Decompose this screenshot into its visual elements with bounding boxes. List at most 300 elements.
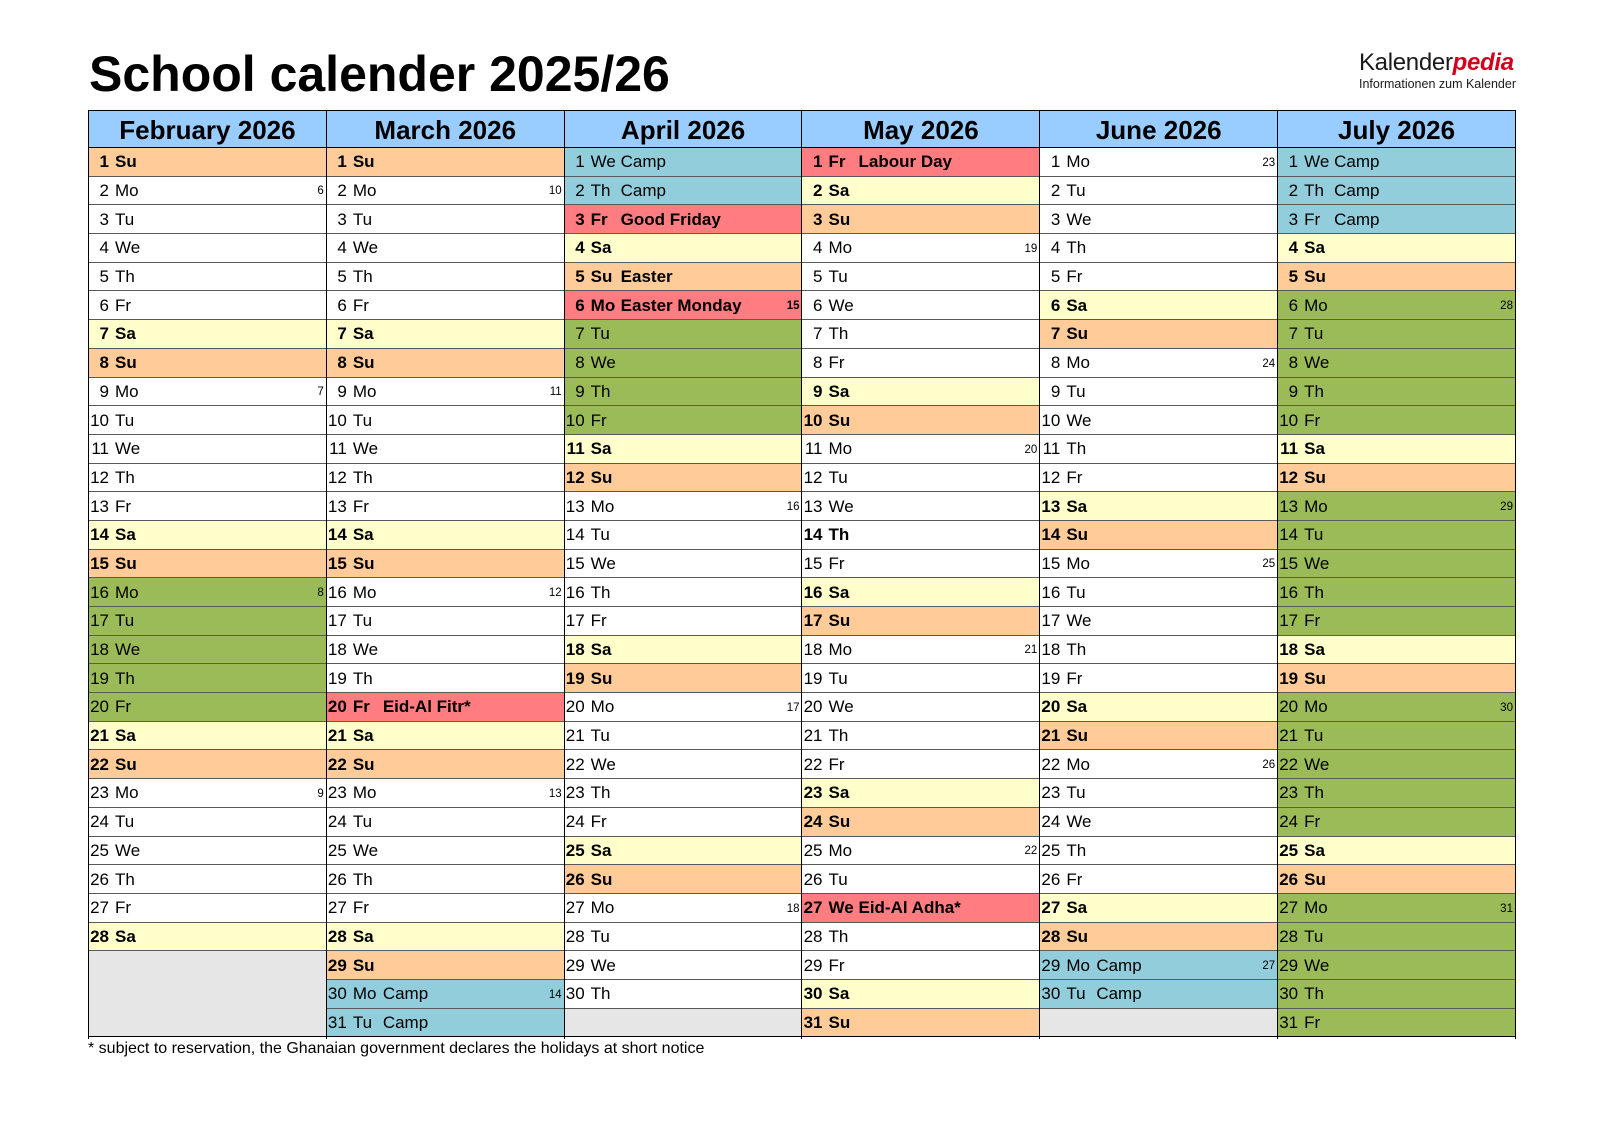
day-row[interactable] — [1278, 808, 1515, 837]
weekday: Fr — [115, 697, 132, 717]
day-row[interactable] — [89, 808, 326, 837]
week-number: 14 — [548, 988, 562, 1001]
day-row[interactable] — [1278, 406, 1515, 435]
day-row[interactable] — [327, 607, 564, 636]
day-row[interactable] — [1278, 177, 1515, 206]
weekday: Tu — [828, 668, 848, 688]
day-row[interactable] — [802, 435, 1039, 464]
day-row[interactable] — [802, 865, 1039, 894]
day-number: 22 — [90, 754, 109, 774]
weekday: Sa — [590, 840, 612, 860]
day-row[interactable] — [89, 779, 326, 808]
day-row[interactable] — [1278, 550, 1515, 579]
day-row[interactable] — [802, 521, 1039, 550]
day-row[interactable] — [565, 837, 802, 866]
day-row[interactable] — [327, 263, 564, 292]
day-row[interactable] — [565, 894, 802, 923]
day-row[interactable] — [1040, 234, 1277, 263]
day-row[interactable] — [89, 722, 326, 751]
holiday-label: Easter — [620, 268, 673, 286]
week-number: 12 — [548, 587, 562, 599]
day-row[interactable] — [802, 378, 1039, 407]
weekday: We — [1304, 152, 1330, 172]
day-row[interactable] — [802, 951, 1039, 980]
day-row[interactable] — [89, 636, 326, 665]
day-row[interactable] — [1278, 636, 1515, 665]
day-row[interactable] — [89, 234, 326, 263]
day-row[interactable] — [89, 865, 326, 894]
day-row[interactable] — [565, 722, 802, 751]
day-row[interactable] — [327, 664, 564, 693]
day-row[interactable] — [89, 894, 326, 923]
day-row[interactable] — [327, 349, 564, 378]
day-row[interactable] — [565, 205, 802, 234]
day-row[interactable] — [802, 923, 1039, 952]
day-number: 31 — [327, 1012, 347, 1032]
day-row[interactable] — [89, 750, 326, 779]
day-row[interactable] — [1040, 263, 1277, 292]
day-number: 23 — [327, 783, 347, 803]
day-row[interactable] — [565, 808, 802, 837]
day-row[interactable] — [327, 291, 564, 320]
day-row[interactable] — [1040, 865, 1277, 894]
day-number: 13 — [1041, 496, 1061, 516]
day-row[interactable] — [802, 578, 1039, 607]
day-row[interactable] — [802, 837, 1039, 866]
weekday: Th — [1066, 840, 1087, 860]
day-row[interactable] — [1278, 923, 1515, 952]
day-row[interactable] — [1278, 349, 1515, 378]
day-row[interactable] — [89, 492, 326, 521]
month-column — [565, 111, 803, 1039]
day-number: 19 — [90, 668, 109, 688]
day-number: 27 — [565, 898, 585, 918]
day-row[interactable] — [327, 837, 564, 866]
day-row[interactable] — [802, 808, 1039, 837]
day-row[interactable] — [327, 779, 564, 808]
day-row[interactable] — [1278, 578, 1515, 607]
day-row[interactable] — [327, 578, 564, 607]
day-row[interactable] — [89, 521, 326, 550]
day-row[interactable] — [565, 406, 802, 435]
day-row[interactable] — [89, 320, 326, 349]
day-row[interactable] — [1278, 837, 1515, 866]
day-row[interactable] — [1040, 205, 1277, 234]
day-row[interactable] — [565, 865, 802, 894]
day-row[interactable] — [327, 923, 564, 952]
day-list — [1040, 148, 1277, 1039]
day-row[interactable] — [327, 951, 564, 980]
day-row[interactable] — [327, 492, 564, 521]
day-row[interactable] — [802, 205, 1039, 234]
day-row[interactable] — [327, 177, 564, 206]
weekday: Th — [590, 582, 611, 602]
day-row[interactable] — [327, 980, 564, 1009]
day-row[interactable] — [1278, 779, 1515, 808]
day-number: 24 — [1279, 812, 1299, 832]
day-number: 22 — [1041, 754, 1061, 774]
weekday: Su — [1066, 726, 1089, 746]
day-number: 2 — [337, 181, 347, 201]
day-row[interactable] — [802, 148, 1039, 177]
day-row[interactable] — [327, 521, 564, 550]
day-row[interactable] — [565, 435, 802, 464]
week-number: 7 — [317, 386, 324, 399]
day-row[interactable] — [1278, 664, 1515, 693]
weekday: Tu — [1066, 381, 1086, 401]
week-number: 21 — [1024, 644, 1038, 657]
day-row[interactable] — [327, 865, 564, 894]
day-row[interactable] — [1278, 894, 1515, 923]
day-row[interactable] — [1040, 550, 1277, 579]
camp-label: Camp — [1334, 182, 1380, 200]
day-row[interactable] — [1278, 378, 1515, 407]
day-row[interactable] — [1040, 406, 1277, 435]
day-row[interactable] — [89, 291, 326, 320]
day-number: 22 — [803, 754, 823, 774]
day-row[interactable] — [1040, 349, 1277, 378]
day-row[interactable] — [1278, 521, 1515, 550]
day-row[interactable] — [1278, 492, 1515, 521]
weekday: Su — [115, 353, 137, 373]
day-row[interactable] — [1040, 923, 1277, 952]
weekday: Sa — [828, 783, 850, 803]
empty-cell — [1040, 1009, 1277, 1038]
day-number: 14 — [1041, 525, 1061, 545]
day-number: 5 — [1288, 267, 1299, 287]
logo-wordmark — [1359, 49, 1516, 77]
day-row[interactable] — [565, 349, 802, 378]
day-number: 25 — [803, 840, 823, 860]
day-row[interactable] — [1278, 464, 1515, 493]
day-number: 5 — [337, 267, 347, 287]
weekday: Su — [352, 754, 375, 774]
day-row[interactable] — [565, 378, 802, 407]
weekday: Mo — [352, 783, 377, 803]
day-number: 29 — [565, 955, 585, 975]
day-row[interactable] — [1278, 291, 1515, 320]
weekday: Th — [115, 668, 135, 688]
day-number: 17 — [1279, 611, 1299, 631]
day-row[interactable] — [802, 263, 1039, 292]
day-row[interactable] — [802, 291, 1039, 320]
day-row[interactable] — [1040, 636, 1277, 665]
weekday: Mo — [115, 181, 139, 201]
weekday: Su — [1304, 267, 1326, 287]
day-row[interactable] — [89, 464, 326, 493]
day-row[interactable] — [565, 636, 802, 665]
day-number: 9 — [575, 381, 585, 401]
day-number: 15 — [1279, 553, 1299, 573]
day-row[interactable] — [802, 177, 1039, 206]
day-number: 8 — [337, 353, 347, 373]
day-row[interactable] — [1278, 205, 1515, 234]
day-row[interactable] — [327, 750, 564, 779]
weekday: Su — [828, 1012, 851, 1032]
logo-tagline: Informationen zum Kalender — [1358, 77, 1516, 91]
day-number: 9 — [1050, 381, 1061, 401]
weekday: Tu — [1304, 324, 1324, 344]
weekday: Fr — [828, 353, 845, 373]
weekday: Th — [1304, 582, 1324, 602]
day-row[interactable] — [89, 578, 326, 607]
weekday: We — [828, 496, 854, 516]
day-row[interactable] — [327, 234, 564, 263]
day-row[interactable] — [565, 951, 802, 980]
holiday-label: Labour Day — [858, 153, 953, 171]
day-row[interactable] — [802, 320, 1039, 349]
day-row[interactable] — [1278, 980, 1515, 1009]
day-row[interactable] — [1040, 378, 1277, 407]
weekday: Fr — [828, 754, 845, 774]
day-row[interactable] — [1040, 148, 1277, 177]
weekday: Th — [590, 181, 611, 201]
weekday: Sa — [352, 726, 374, 746]
weekday: Fr — [828, 152, 846, 172]
day-row[interactable] — [1040, 578, 1277, 607]
day-row[interactable] — [1040, 320, 1277, 349]
day-number: 7 — [1288, 324, 1299, 344]
month-header: February 2026 — [89, 111, 326, 148]
day-row[interactable] — [89, 378, 326, 407]
day-row[interactable] — [565, 521, 802, 550]
day-number: 28 — [327, 926, 347, 946]
day-row[interactable] — [1040, 837, 1277, 866]
day-row[interactable] — [327, 464, 564, 493]
weekday: Tu — [1304, 926, 1324, 946]
weekday: Mo — [1066, 353, 1090, 373]
camp-label: Camp — [1334, 210, 1380, 228]
day-row[interactable] — [1040, 750, 1277, 779]
day-number: 30 — [565, 984, 585, 1004]
day-row[interactable] — [89, 607, 326, 636]
weekday: Fr — [1066, 267, 1083, 287]
weekday: Th — [1304, 783, 1324, 803]
day-row[interactable] — [1040, 980, 1277, 1009]
weekday: Th — [1304, 984, 1324, 1004]
day-number: 21 — [327, 726, 347, 746]
day-row[interactable] — [565, 664, 802, 693]
day-row[interactable] — [327, 406, 564, 435]
day-row[interactable] — [565, 750, 802, 779]
day-number: 3 — [575, 209, 585, 229]
day-row[interactable] — [565, 980, 802, 1009]
weekday: Su — [1066, 324, 1089, 344]
day-number: 1 — [813, 152, 823, 172]
day-row[interactable] — [1040, 291, 1277, 320]
day-number: 8 — [1050, 353, 1061, 373]
week-number: 15 — [786, 300, 800, 313]
day-row[interactable] — [1040, 607, 1277, 636]
day-number: 6 — [1288, 295, 1299, 315]
week-number: 28 — [1500, 300, 1513, 313]
day-row[interactable] — [89, 263, 326, 292]
day-row[interactable] — [89, 205, 326, 234]
day-row[interactable] — [1278, 263, 1515, 292]
day-row[interactable] — [327, 320, 564, 349]
week-number: 31 — [1500, 902, 1513, 915]
weekday: We — [590, 152, 616, 172]
day-row[interactable] — [1278, 750, 1515, 779]
day-row[interactable] — [1040, 492, 1277, 521]
day-row[interactable] — [327, 148, 564, 177]
day-row[interactable] — [1278, 148, 1515, 177]
day-row[interactable] — [1040, 722, 1277, 751]
day-row[interactable] — [1278, 693, 1515, 722]
weekday: We — [1066, 410, 1092, 430]
day-row[interactable] — [565, 148, 802, 177]
day-row[interactable] — [1278, 320, 1515, 349]
day-row[interactable] — [565, 779, 802, 808]
day-number: 18 — [1279, 640, 1299, 660]
day-row[interactable] — [802, 550, 1039, 579]
week-number: 9 — [317, 787, 324, 800]
day-row[interactable] — [802, 1009, 1039, 1038]
day-row[interactable] — [1040, 521, 1277, 550]
day-row[interactable] — [565, 177, 802, 206]
day-row[interactable] — [89, 349, 326, 378]
weekday: Mo — [590, 496, 615, 516]
day-row[interactable] — [565, 464, 802, 493]
day-row[interactable] — [89, 406, 326, 435]
day-number: 26 — [803, 869, 823, 889]
day-row[interactable] — [802, 636, 1039, 665]
day-number: 1 — [1288, 152, 1299, 172]
day-row[interactable] — [1278, 865, 1515, 894]
day-row[interactable] — [1040, 894, 1277, 923]
day-row[interactable] — [802, 722, 1039, 751]
week-number: 30 — [1500, 701, 1513, 714]
weekday: Th — [1304, 181, 1324, 201]
day-number: 27 — [1279, 898, 1299, 918]
day-row[interactable] — [802, 779, 1039, 808]
day-row[interactable] — [1278, 722, 1515, 751]
day-number: 25 — [565, 840, 585, 860]
month-column — [89, 111, 327, 1039]
day-number: 11 — [1280, 439, 1299, 459]
day-row[interactable] — [802, 464, 1039, 493]
day-row[interactable] — [802, 980, 1039, 1009]
weekday: We — [352, 439, 379, 459]
day-row[interactable] — [565, 492, 802, 521]
day-row[interactable] — [802, 234, 1039, 263]
day-row[interactable] — [327, 435, 564, 464]
day-row[interactable] — [1040, 808, 1277, 837]
day-row[interactable] — [1040, 177, 1277, 206]
day-number: 16 — [1041, 582, 1061, 602]
day-row[interactable] — [327, 550, 564, 579]
day-row[interactable] — [1278, 234, 1515, 263]
weekday: Sa — [352, 926, 374, 946]
weekday: Tu — [1066, 582, 1086, 602]
day-row[interactable] — [1278, 1009, 1515, 1038]
weekday: We — [590, 955, 616, 975]
day-row[interactable] — [89, 550, 326, 579]
day-row[interactable] — [802, 492, 1039, 521]
weekday: Fr — [828, 553, 845, 573]
day-number: 19 — [327, 668, 347, 688]
day-row[interactable] — [1040, 779, 1277, 808]
weekday: Mo — [115, 783, 139, 803]
day-row[interactable] — [565, 234, 802, 263]
weekday: Su — [1304, 668, 1326, 688]
weekday: Fr — [352, 496, 369, 516]
day-row[interactable] — [802, 664, 1039, 693]
day-row[interactable] — [89, 435, 326, 464]
day-row[interactable] — [1040, 464, 1277, 493]
day-row[interactable] — [327, 205, 564, 234]
day-row[interactable] — [327, 636, 564, 665]
weekday: Su — [115, 754, 137, 774]
day-number: 29 — [327, 955, 347, 975]
day-row[interactable] — [565, 693, 802, 722]
weekday: Fr — [352, 898, 369, 918]
day-row[interactable] — [1040, 664, 1277, 693]
day-row[interactable] — [565, 291, 802, 320]
day-row[interactable] — [802, 750, 1039, 779]
kalenderpedia-logo[interactable] — [1359, 49, 1516, 91]
day-row[interactable] — [802, 693, 1039, 722]
day-row[interactable] — [89, 664, 326, 693]
day-row[interactable] — [89, 177, 326, 206]
day-row[interactable] — [565, 550, 802, 579]
day-number: 18 — [803, 640, 823, 660]
day-number: 17 — [565, 611, 585, 631]
day-number: 20 — [1041, 697, 1061, 717]
day-row[interactable] — [1040, 693, 1277, 722]
day-row[interactable] — [802, 406, 1039, 435]
day-row[interactable] — [1278, 607, 1515, 636]
day-row[interactable] — [565, 320, 802, 349]
day-row[interactable] — [89, 148, 326, 177]
day-number: 15 — [565, 553, 585, 573]
weekday: Th — [1066, 640, 1087, 660]
holiday-label: Eid-Al Adha* — [858, 899, 961, 917]
day-row[interactable] — [565, 578, 802, 607]
day-row[interactable] — [802, 894, 1039, 923]
day-row[interactable] — [1040, 951, 1277, 980]
day-number: 12 — [327, 467, 347, 487]
day-row[interactable] — [89, 693, 326, 722]
day-row[interactable] — [89, 923, 326, 952]
day-row[interactable] — [565, 263, 802, 292]
day-row[interactable] — [1278, 435, 1515, 464]
day-row[interactable] — [327, 1009, 564, 1038]
day-number: 14 — [327, 525, 347, 545]
day-row[interactable] — [327, 894, 564, 923]
day-row[interactable] — [565, 607, 802, 636]
day-number: 25 — [327, 840, 347, 860]
day-row[interactable] — [1278, 951, 1515, 980]
day-row[interactable] — [327, 693, 564, 722]
weekday: Mo — [1066, 955, 1090, 975]
day-number: 29 — [1041, 955, 1061, 975]
camp-label: Camp — [382, 1013, 429, 1031]
weekday: Su — [115, 553, 137, 573]
day-row[interactable] — [802, 349, 1039, 378]
day-number: 25 — [1279, 840, 1299, 860]
day-row[interactable] — [565, 923, 802, 952]
day-row[interactable] — [327, 808, 564, 837]
day-row[interactable] — [327, 722, 564, 751]
weekday: Tu — [590, 726, 610, 746]
day-number: 25 — [1041, 840, 1061, 860]
day-row[interactable] — [1040, 435, 1277, 464]
day-row[interactable] — [802, 607, 1039, 636]
day-row[interactable] — [89, 837, 326, 866]
day-row[interactable] — [327, 378, 564, 407]
weekday: Th — [1066, 439, 1087, 459]
